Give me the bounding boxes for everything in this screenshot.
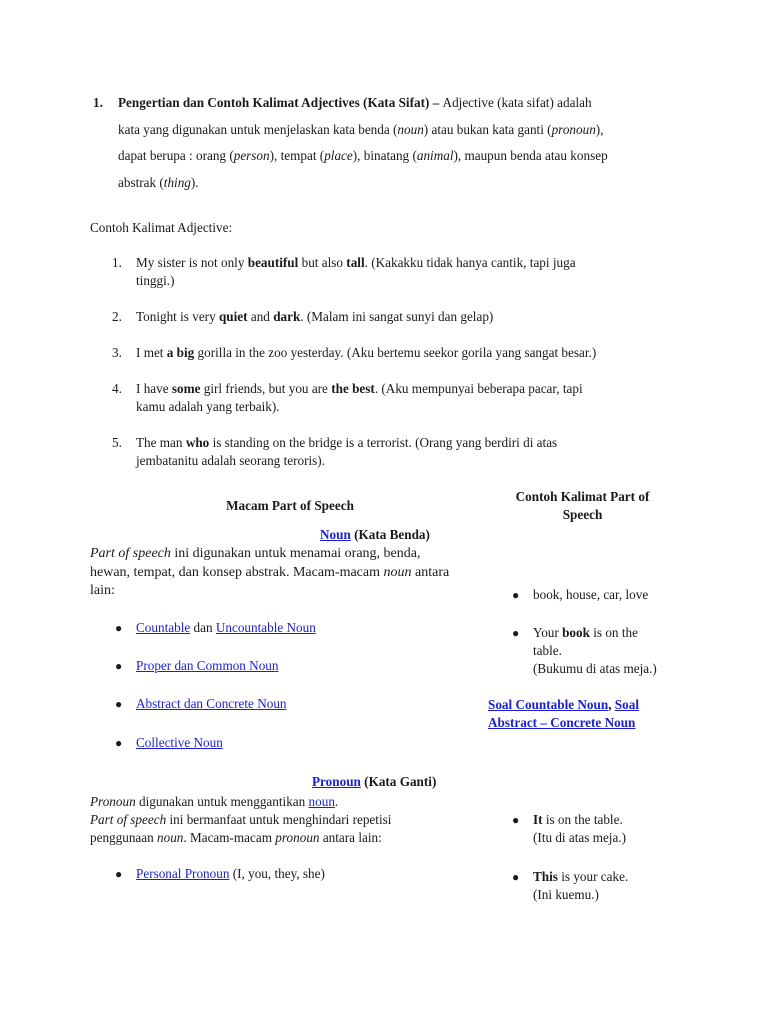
list-item xyxy=(115,734,223,752)
personal-pronoun-link[interactable]: Personal Pronoun xyxy=(136,866,230,881)
bullet-icon: ● xyxy=(115,621,123,635)
noun-link[interactable]: Noun xyxy=(320,527,351,542)
noun-inline-link[interactable]: noun xyxy=(308,794,335,809)
pronoun-description: Pronoun digunakan untuk menggantikan noun. Part of speech ini bermanfaat untuk menghindari repetisi penggunaan noun. Macam-macam pronoun antara lain: xyxy=(90,794,392,845)
list-item: 3. I met a big gorilla in the zoo yesterday. (Aku bertemu seekor gorila yang sangat besar.) xyxy=(112,345,597,360)
proper-common-noun-link[interactable]: Proper dan Common Noun xyxy=(136,658,279,673)
bullet-icon: ● xyxy=(512,870,520,884)
noun-example-2: ● Your book is on the table. (Bukumu di atas meja.) xyxy=(512,625,657,676)
pronoun-link[interactable]: Pronoun xyxy=(312,774,361,789)
list-item: ● Countable dan Uncountable Noun xyxy=(115,620,316,635)
list-number: 1. xyxy=(93,95,103,110)
bullet-icon: ● xyxy=(115,659,123,673)
soal-countable-noun-link[interactable]: Soal Countable Noun xyxy=(488,697,609,712)
list-item: 1. My sister is not only beautiful but also tall. (Kakakku tidak hanya cantik, tapi juga tinggi.) xyxy=(112,255,576,288)
list-item: 2. Tonight is very quiet and dark. (Malam ini sangat sunyi dan gelap) xyxy=(112,309,494,324)
abstract-concrete-noun-link[interactable]: Abstract dan Concrete Noun xyxy=(136,696,287,711)
pronoun-example-2: ● This is your cake. (Ini kuemu.) xyxy=(512,869,629,902)
collective-noun-link[interactable]: Collective Noun xyxy=(136,735,223,750)
noun-example-1: ● book, house, car, love xyxy=(512,587,649,602)
list-item: ● Personal Pronoun (I, you, they, she) xyxy=(115,866,325,881)
bullet-icon: ● xyxy=(115,867,123,881)
bullet-icon: ● xyxy=(512,813,520,827)
soal-links: Soal Countable Noun, Soal Abstract – Concrete Noun xyxy=(488,697,639,730)
list-item: 4. I have some girl friends, but you are the best. (Aku mempunyai beberapa pacar, tapi kamu adalah yang terbaik). xyxy=(112,381,583,414)
bullet-icon: ● xyxy=(115,736,123,750)
bullet-icon: ● xyxy=(512,588,520,602)
list-item xyxy=(115,657,279,675)
soal-abstract-concrete-noun-link[interactable]: Abstract – Concrete Noun xyxy=(488,715,636,730)
bullet-icon: ● xyxy=(512,626,520,640)
intro-paragraph: Pengertian dan Contoh Kalimat Adjectives (Kata Sifat) – Adjective (kata sifat) adalah kata yang digunakan untuk menjelaskan kata benda (noun) atau bukan kata ganti (pronoun), dapat berupa : orang (person), tempat (place), binatang (animal), maupun benda atau konsep abstrak (thing). xyxy=(118,95,608,190)
examples-title: Contoh Kalimat Adjective: xyxy=(90,220,233,235)
noun-heading: Noun (Kata Benda) xyxy=(320,527,430,542)
table-header-part-of-speech: Macam Part of Speech xyxy=(226,498,354,513)
bullet-icon: ● xyxy=(115,697,123,711)
list-item: 5. The man who is standing on the bridge is a terrorist. (Orang yang berdiri di atas jembatanitu adalah seorang teroris). xyxy=(112,435,558,468)
uncountable-noun-link[interactable]: Uncountable Noun xyxy=(215,620,316,635)
noun-description: Part of speech ini digunakan untuk menamai orang, benda, hewan, tempat, dan konsep abstrak. Macam-macam noun antara lain: xyxy=(90,546,450,598)
countable-link[interactable]: Countable xyxy=(136,620,191,635)
list-item xyxy=(115,695,287,713)
pronoun-heading: Pronoun (Kata Ganti) xyxy=(312,774,437,789)
pronoun-example-1: ● It is on the table. (Itu di atas meja.) xyxy=(512,812,627,845)
table-header-examples: Contoh Kalimat Part of Speech xyxy=(515,489,650,522)
soal-abstract-link[interactable]: Soal xyxy=(614,697,639,712)
intro-heading: Pengertian dan Contoh Kalimat Adjectives (Kata Sifat) xyxy=(118,95,430,110)
